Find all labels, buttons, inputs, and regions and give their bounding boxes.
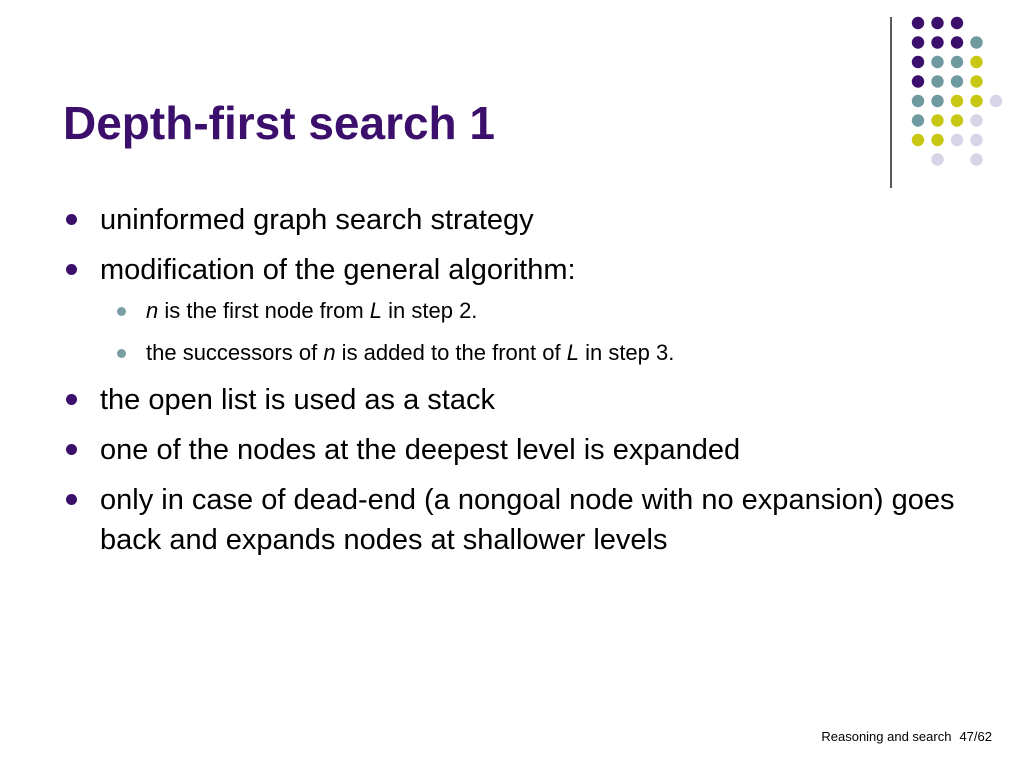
decorative-dot [970, 114, 982, 126]
sub-bullet-text-var: n [146, 298, 159, 323]
sub-bullet-text-var: L [369, 298, 383, 323]
slide-content [63, 200, 963, 570]
decorative-dot [931, 95, 943, 107]
decorative-dot [970, 56, 982, 68]
decorative-dot [951, 114, 963, 126]
decorative-dot [951, 56, 963, 68]
page-number: 47/62 [959, 729, 992, 744]
decorative-dot [970, 75, 982, 87]
decorative-dot [951, 134, 963, 146]
footer-label: Reasoning and search [821, 729, 952, 744]
decorative-dot [931, 114, 943, 126]
sub-bullet-text-var: n [323, 340, 336, 365]
decorative-dot [931, 153, 943, 165]
decorative-dot [931, 134, 943, 146]
bullet-text: one of the nodes at the deepest level is expanded [100, 434, 741, 466]
bullet-item [63, 480, 963, 560]
decorative-dot [912, 134, 924, 146]
decorative-dot [970, 95, 982, 107]
decorative-dot [912, 56, 924, 68]
sub-bullet-item [100, 294, 963, 328]
dot-pattern-icon [910, 16, 1006, 166]
decorative-dot [931, 36, 943, 48]
decorative-dot [951, 17, 963, 29]
sub-bullet-text: is added to the front of [335, 340, 567, 365]
decorative-dot [970, 153, 982, 165]
decorative-dot [931, 17, 943, 29]
bullet-icon [66, 264, 77, 275]
decorative-dot [990, 95, 1002, 107]
bullet-icon [66, 444, 77, 455]
decorative-dot [912, 75, 924, 87]
bullet-item [63, 200, 963, 240]
bullet-item [63, 250, 963, 370]
bullet-icon [66, 394, 77, 405]
bullet-item [63, 430, 963, 470]
decorative-dot [931, 75, 943, 87]
bullet-text: uninformed graph search strategy [100, 204, 534, 236]
decorative-dot [931, 56, 943, 68]
decorative-dot [912, 36, 924, 48]
bullet-icon [66, 214, 77, 225]
sub-bullet-text-var: L [566, 340, 579, 365]
decorative-dot [970, 36, 982, 48]
decorative-dot [951, 75, 963, 87]
bullet-text: the open list is used as a stack [100, 384, 495, 416]
slide-footer [821, 729, 992, 744]
slide-title: Depth-first search 1 [63, 97, 496, 149]
decorative-dot [912, 95, 924, 107]
divider-line [890, 17, 892, 188]
bullet-item [63, 380, 963, 420]
sub-bullet-text: is the first node from [158, 298, 370, 323]
bullet-text: only in case of dead-end (a nongoal node with no expansion) goes back and expands nodes at shallower levels [100, 484, 955, 556]
sub-bullet-icon [117, 349, 126, 358]
decorative-dot [970, 134, 982, 146]
bullet-list [63, 200, 963, 560]
sub-bullet-text: the successors of [146, 340, 324, 365]
sub-bullet-text: in step 3. [578, 340, 675, 365]
decorative-dot [912, 17, 924, 29]
sub-bullet-text: in step 2. [382, 298, 478, 323]
bullet-icon [66, 494, 77, 505]
decorative-dot [951, 36, 963, 48]
decorative-dot [912, 114, 924, 126]
sub-bullet-item [100, 336, 963, 370]
sub-bullet-icon [117, 307, 126, 316]
sub-bullet-list [100, 294, 963, 370]
bullet-text: modification of the general algorithm: [100, 254, 576, 286]
decorative-dot [951, 95, 963, 107]
